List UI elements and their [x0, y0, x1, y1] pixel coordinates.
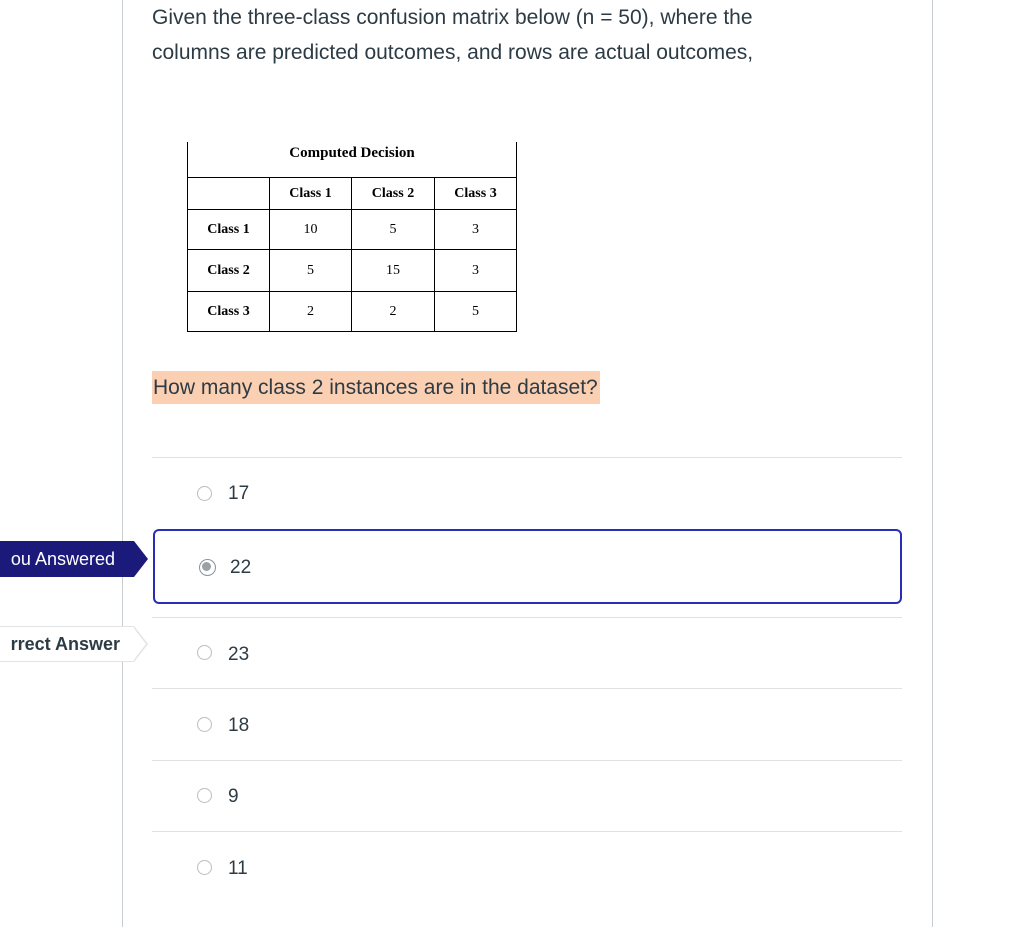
row-header: Class 3: [207, 303, 250, 319]
col-header: Class 2: [371, 185, 415, 201]
row-header: Class 2: [207, 262, 250, 278]
radio-button[interactable]: [197, 788, 212, 803]
answer-separator: [152, 688, 902, 689]
radio-button[interactable]: [197, 860, 212, 875]
correct-answer-label: rrect Answer: [10, 634, 120, 654]
answer-option-selected[interactable]: [152, 538, 902, 598]
matrix-cell: 15: [386, 262, 400, 278]
matrix-cell: 3: [472, 262, 479, 278]
tag-arrow-icon: [134, 541, 148, 577]
question-line-2: columns are predicted outcomes, and rows are actual outcomes,: [152, 41, 754, 64]
answer-label: 23: [228, 644, 250, 665]
question-text: [152, 0, 852, 70]
answer-option[interactable]: [152, 696, 902, 756]
answer-separator: [152, 457, 902, 458]
matrix-cell: 2: [307, 303, 314, 319]
answer-option[interactable]: [152, 624, 902, 684]
matrix-cell: 5: [472, 303, 479, 319]
matrix-cell: 5: [307, 262, 314, 278]
answer-label: 18: [228, 715, 250, 736]
panel-border-left: [122, 0, 123, 927]
radio-button[interactable]: [197, 645, 212, 660]
panel-border-right: [932, 0, 933, 927]
answer-label: 17: [228, 483, 250, 504]
answer-separator: [152, 831, 902, 832]
answer-option[interactable]: [152, 465, 902, 525]
question-line-1: Given the three-class confusion matrix below (n = 50), where the: [152, 6, 753, 29]
matrix-header: Computed Decision: [289, 144, 415, 161]
matrix-cell: 3: [472, 221, 479, 237]
you-answered-label: ou Answered: [10, 549, 115, 569]
you-answered-tag: [0, 541, 134, 577]
radio-button[interactable]: [197, 486, 212, 501]
matrix-cell: 5: [389, 221, 397, 237]
question-prompt: How many class 2 instances are in the dataset?: [152, 371, 600, 404]
radio-button[interactable]: [197, 717, 212, 732]
matrix-cell: 2: [389, 303, 397, 319]
col-header: Class 3: [454, 185, 497, 201]
correct-answer-tag: [0, 626, 134, 662]
answer-label: 22: [230, 557, 252, 578]
answer-separator: [152, 617, 902, 618]
answer-separator: [152, 760, 902, 761]
row-header: Class 1: [207, 221, 250, 237]
answer-label: 9: [228, 786, 239, 807]
radio-button-checked[interactable]: [199, 559, 216, 576]
matrix-cell: 10: [303, 221, 318, 237]
answer-option[interactable]: [152, 839, 902, 899]
confusion-matrix: [187, 142, 517, 332]
answer-option[interactable]: [152, 767, 902, 827]
col-header: Class 1: [289, 185, 332, 201]
answer-label: 11: [228, 858, 248, 879]
